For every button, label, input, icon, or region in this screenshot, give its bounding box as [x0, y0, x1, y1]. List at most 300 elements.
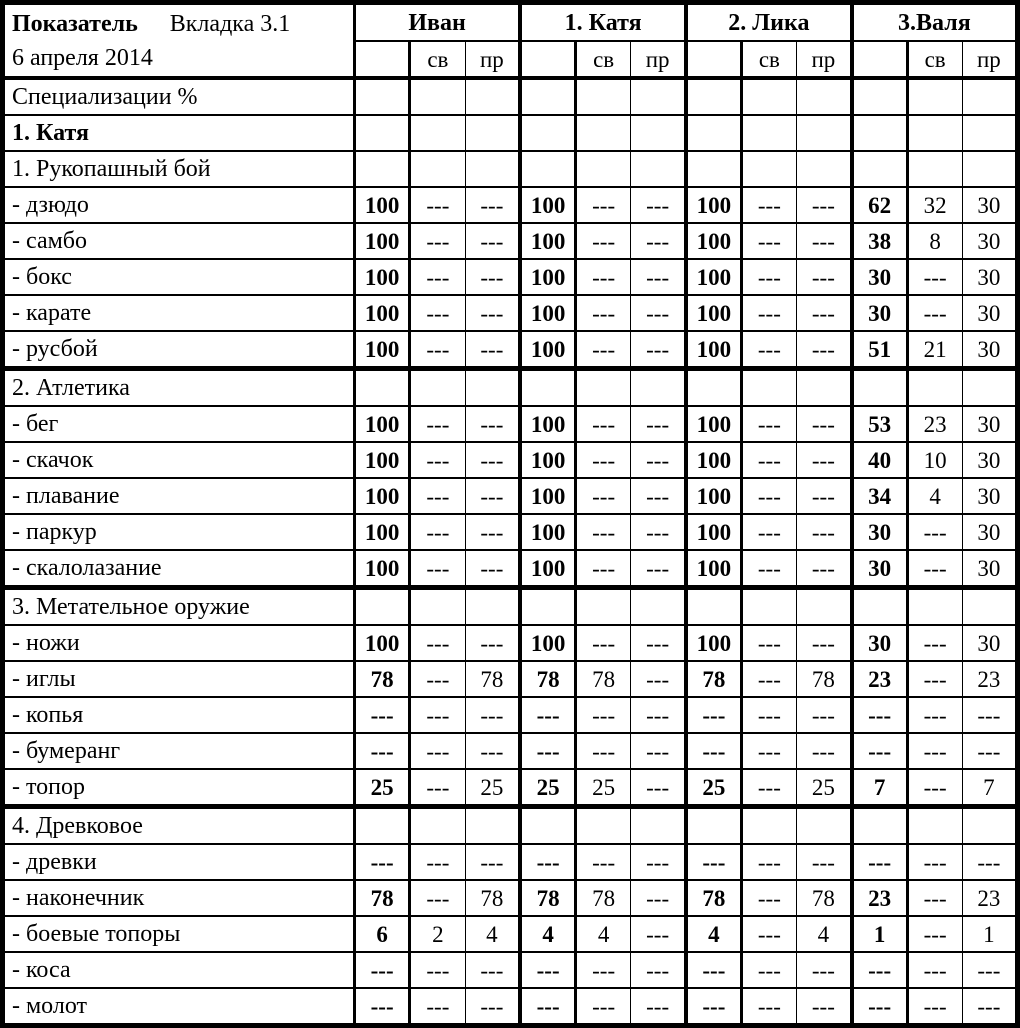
value-cell-sv: --- — [576, 331, 631, 369]
value-cell-value: 30 — [852, 259, 907, 295]
value-cell-sv: --- — [907, 550, 962, 588]
value-cell-sv: --- — [410, 952, 465, 988]
value-cell-sv: --- — [410, 514, 465, 550]
value-cell-sv: 4 — [907, 478, 962, 514]
row-label: - наконечник — [3, 880, 355, 916]
value-cell-pr: 23 — [962, 661, 1017, 697]
value-cell-value: 78 — [355, 880, 410, 916]
value-cell-sv — [576, 115, 631, 151]
row-label: - ножи — [3, 625, 355, 661]
row-label: - коса — [3, 952, 355, 988]
value-cell-sv: --- — [907, 625, 962, 661]
value-cell-sv: --- — [576, 697, 631, 733]
subcol-header-value — [520, 41, 575, 78]
row-label: - паркур — [3, 514, 355, 550]
value-cell-value: --- — [686, 844, 741, 880]
value-cell-value: 23 — [852, 880, 907, 916]
value-cell-pr: --- — [797, 550, 852, 588]
value-cell-sv: --- — [907, 259, 962, 295]
value-cell-pr: --- — [631, 259, 686, 295]
person-header-katya: 1. Катя — [520, 3, 686, 42]
value-cell-sv: --- — [576, 259, 631, 295]
value-cell-pr: --- — [465, 442, 520, 478]
value-cell-value: --- — [520, 988, 575, 1026]
table-row — [3, 550, 1018, 588]
value-cell-value: --- — [686, 988, 741, 1026]
table-row — [3, 514, 1018, 550]
value-cell-sv: --- — [410, 442, 465, 478]
value-cell-pr — [465, 151, 520, 187]
value-cell-pr: --- — [797, 844, 852, 880]
value-cell-value: --- — [355, 844, 410, 880]
value-cell-pr: --- — [465, 478, 520, 514]
value-cell-sv: --- — [907, 916, 962, 952]
value-cell-pr — [962, 807, 1017, 845]
value-cell-sv — [741, 369, 796, 407]
value-cell-sv: --- — [576, 952, 631, 988]
row-label: - молот — [3, 988, 355, 1026]
value-cell-sv: --- — [741, 844, 796, 880]
value-cell-value: 100 — [520, 295, 575, 331]
value-cell-pr: --- — [797, 442, 852, 478]
subcol-header-sv: св — [741, 41, 796, 78]
value-cell-value: --- — [520, 952, 575, 988]
value-cell-sv: --- — [576, 844, 631, 880]
value-cell-pr: 25 — [465, 769, 520, 807]
value-cell-sv: --- — [907, 697, 962, 733]
value-cell-sv — [410, 78, 465, 115]
person-header-lika: 2. Лика — [686, 3, 852, 42]
row-label: - боевые топоры — [3, 916, 355, 952]
subcol-header-pr: пр — [797, 41, 852, 78]
value-cell-sv: --- — [907, 661, 962, 697]
value-cell-sv: --- — [741, 661, 796, 697]
value-cell-sv: --- — [907, 295, 962, 331]
table-row — [3, 988, 1018, 1026]
row-label: - карате — [3, 295, 355, 331]
value-cell-pr: --- — [962, 697, 1017, 733]
value-cell-value: 100 — [520, 406, 575, 442]
value-cell-pr: 30 — [962, 478, 1017, 514]
row-label: - скачок — [3, 442, 355, 478]
value-cell-pr — [631, 151, 686, 187]
value-cell-value: 100 — [355, 478, 410, 514]
table-row — [3, 733, 1018, 769]
value-cell-value: 100 — [686, 514, 741, 550]
value-cell-sv: --- — [741, 916, 796, 952]
value-cell-sv: --- — [741, 769, 796, 807]
value-cell-sv: --- — [907, 880, 962, 916]
value-cell-value: 30 — [852, 514, 907, 550]
value-cell-pr: --- — [465, 514, 520, 550]
value-cell-sv: --- — [576, 988, 631, 1026]
subcol-header-sv: св — [410, 41, 465, 78]
header-label-cell — [3, 3, 355, 79]
subcol-header-value — [355, 41, 410, 78]
value-cell-value — [686, 78, 741, 115]
value-cell-value — [520, 588, 575, 626]
value-cell-sv: --- — [741, 223, 796, 259]
value-cell-value: 100 — [355, 331, 410, 369]
row-label: 1. Рукопашный бой — [3, 151, 355, 187]
table-row — [3, 259, 1018, 295]
value-cell-pr: --- — [631, 406, 686, 442]
value-cell-sv — [741, 78, 796, 115]
value-cell-value: 100 — [520, 187, 575, 223]
table-row — [3, 151, 1018, 187]
value-cell-sv — [576, 151, 631, 187]
value-cell-value — [520, 369, 575, 407]
value-cell-pr — [962, 369, 1017, 407]
value-cell-pr: --- — [465, 844, 520, 880]
value-cell-value: 100 — [686, 259, 741, 295]
value-cell-pr — [797, 78, 852, 115]
value-cell-pr — [962, 115, 1017, 151]
value-cell-pr: --- — [962, 844, 1017, 880]
value-cell-pr: 4 — [797, 916, 852, 952]
value-cell-sv: --- — [576, 223, 631, 259]
value-cell-sv — [907, 369, 962, 407]
subcol-header-value — [686, 41, 741, 78]
value-cell-sv — [907, 807, 962, 845]
value-cell-pr: 30 — [962, 514, 1017, 550]
value-cell-value: 100 — [355, 223, 410, 259]
row-label: 4. Древковое — [3, 807, 355, 845]
value-cell-pr: 78 — [797, 880, 852, 916]
table-row — [3, 115, 1018, 151]
value-cell-sv — [907, 78, 962, 115]
value-cell-value — [355, 115, 410, 151]
value-cell-pr — [797, 151, 852, 187]
subcol-header-sv: св — [907, 41, 962, 78]
value-cell-sv — [907, 151, 962, 187]
value-cell-sv: --- — [576, 550, 631, 588]
value-cell-pr: --- — [797, 295, 852, 331]
value-cell-pr: --- — [631, 295, 686, 331]
value-cell-pr: --- — [465, 550, 520, 588]
value-cell-pr — [465, 78, 520, 115]
value-cell-sv: --- — [576, 442, 631, 478]
value-cell-value: 30 — [852, 295, 907, 331]
value-cell-pr: --- — [465, 259, 520, 295]
value-cell-pr: 78 — [465, 880, 520, 916]
person-header-ivan: Иван — [355, 3, 521, 42]
value-cell-sv: 2 — [410, 916, 465, 952]
value-cell-pr — [797, 115, 852, 151]
value-cell-sv — [576, 807, 631, 845]
value-cell-value — [355, 807, 410, 845]
value-cell-pr — [631, 78, 686, 115]
value-cell-value: 100 — [520, 550, 575, 588]
value-cell-sv: --- — [741, 733, 796, 769]
value-cell-pr: --- — [962, 733, 1017, 769]
value-cell-sv: 4 — [576, 916, 631, 952]
value-cell-value: 78 — [686, 661, 741, 697]
value-cell-pr: 30 — [962, 550, 1017, 588]
value-cell-pr: --- — [797, 259, 852, 295]
value-cell-pr: --- — [631, 880, 686, 916]
row-label: - скалолазание — [3, 550, 355, 588]
value-cell-pr: --- — [631, 733, 686, 769]
value-cell-pr — [631, 588, 686, 626]
value-cell-pr: 30 — [962, 223, 1017, 259]
value-cell-sv: --- — [410, 769, 465, 807]
value-cell-value: --- — [355, 697, 410, 733]
value-cell-pr: --- — [465, 625, 520, 661]
value-cell-pr — [465, 115, 520, 151]
table-row — [3, 442, 1018, 478]
value-cell-pr: --- — [631, 187, 686, 223]
value-cell-sv — [410, 807, 465, 845]
value-cell-value: --- — [686, 952, 741, 988]
value-cell-value: 7 — [852, 769, 907, 807]
value-cell-sv: --- — [907, 769, 962, 807]
table-row — [3, 588, 1018, 626]
value-cell-sv: --- — [410, 988, 465, 1026]
table-row — [3, 916, 1018, 952]
value-cell-sv: --- — [410, 223, 465, 259]
value-cell-value — [520, 115, 575, 151]
row-label: 3. Метательное оружие — [3, 588, 355, 626]
row-label: - русбой — [3, 331, 355, 369]
value-cell-value — [520, 78, 575, 115]
value-cell-pr — [962, 151, 1017, 187]
value-cell-value — [355, 78, 410, 115]
value-cell-value: 6 — [355, 916, 410, 952]
subcol-header-value — [852, 41, 907, 78]
table-row — [3, 807, 1018, 845]
value-cell-pr: --- — [631, 988, 686, 1026]
value-cell-value: 4 — [520, 916, 575, 952]
value-cell-pr: --- — [797, 406, 852, 442]
value-cell-value: 100 — [355, 295, 410, 331]
value-cell-pr — [631, 807, 686, 845]
value-cell-sv — [907, 115, 962, 151]
value-cell-sv: --- — [907, 952, 962, 988]
value-cell-sv: --- — [741, 988, 796, 1026]
value-cell-value: 100 — [520, 625, 575, 661]
value-cell-pr — [465, 807, 520, 845]
value-cell-value — [686, 115, 741, 151]
value-cell-pr: 7 — [962, 769, 1017, 807]
subcol-header-sv: св — [576, 41, 631, 78]
value-cell-value: 100 — [686, 478, 741, 514]
value-cell-value: 100 — [686, 223, 741, 259]
value-cell-sv: 21 — [907, 331, 962, 369]
value-cell-value: --- — [355, 733, 410, 769]
value-cell-value: --- — [520, 844, 575, 880]
value-cell-pr: 1 — [962, 916, 1017, 952]
value-cell-sv: 78 — [576, 880, 631, 916]
row-label: 2. Атлетика — [3, 369, 355, 407]
value-cell-pr — [797, 807, 852, 845]
table-row — [3, 478, 1018, 514]
value-cell-value: 100 — [686, 550, 741, 588]
value-cell-value: --- — [852, 733, 907, 769]
row-label: - топор — [3, 769, 355, 807]
value-cell-value: 100 — [686, 295, 741, 331]
row-label: Специализации % — [3, 78, 355, 115]
table-row — [3, 697, 1018, 733]
value-cell-pr — [465, 588, 520, 626]
value-cell-value: 38 — [852, 223, 907, 259]
value-cell-pr: --- — [797, 478, 852, 514]
value-cell-sv: --- — [410, 697, 465, 733]
value-cell-sv: --- — [741, 259, 796, 295]
value-cell-pr: 25 — [797, 769, 852, 807]
value-cell-value: 100 — [686, 331, 741, 369]
value-cell-sv: --- — [410, 478, 465, 514]
value-cell-sv: 8 — [907, 223, 962, 259]
value-cell-pr: --- — [631, 769, 686, 807]
value-cell-pr: --- — [797, 187, 852, 223]
value-cell-pr: --- — [631, 697, 686, 733]
row-label: 1. Катя — [3, 115, 355, 151]
value-cell-value: 23 — [852, 661, 907, 697]
row-label: - бумеранг — [3, 733, 355, 769]
row-label: - бокс — [3, 259, 355, 295]
header-row-groups — [3, 3, 1018, 42]
value-cell-sv: --- — [410, 406, 465, 442]
value-cell-value: 100 — [355, 550, 410, 588]
table-row — [3, 369, 1018, 407]
value-cell-sv — [410, 151, 465, 187]
value-cell-value: 25 — [520, 769, 575, 807]
value-cell-value: 100 — [686, 625, 741, 661]
value-cell-value — [852, 807, 907, 845]
table-row — [3, 661, 1018, 697]
value-cell-sv: --- — [410, 259, 465, 295]
value-cell-pr: --- — [631, 331, 686, 369]
value-cell-pr — [465, 369, 520, 407]
value-cell-pr: --- — [465, 223, 520, 259]
value-cell-value — [686, 807, 741, 845]
value-cell-sv: --- — [576, 733, 631, 769]
value-cell-pr: 4 — [465, 916, 520, 952]
value-cell-pr: --- — [631, 952, 686, 988]
value-cell-pr: 30 — [962, 406, 1017, 442]
value-cell-pr: --- — [797, 733, 852, 769]
value-cell-sv: --- — [741, 880, 796, 916]
table-row — [3, 406, 1018, 442]
value-cell-pr: --- — [797, 952, 852, 988]
value-cell-pr: --- — [797, 223, 852, 259]
value-cell-pr: --- — [465, 988, 520, 1026]
value-cell-sv: 10 — [907, 442, 962, 478]
header-line-1 — [12, 7, 353, 41]
value-cell-value — [686, 369, 741, 407]
value-cell-sv: --- — [410, 331, 465, 369]
table-row — [3, 625, 1018, 661]
value-cell-sv: --- — [741, 514, 796, 550]
value-cell-value: 78 — [355, 661, 410, 697]
value-cell-sv: 32 — [907, 187, 962, 223]
value-cell-sv: --- — [410, 550, 465, 588]
value-cell-pr — [962, 588, 1017, 626]
value-cell-sv: --- — [410, 733, 465, 769]
value-cell-sv: --- — [576, 625, 631, 661]
value-cell-sv: --- — [741, 442, 796, 478]
value-cell-sv: 23 — [907, 406, 962, 442]
value-cell-pr: --- — [631, 625, 686, 661]
value-cell-value: 34 — [852, 478, 907, 514]
row-label: - дзюдо — [3, 187, 355, 223]
value-cell-sv: --- — [410, 187, 465, 223]
value-cell-pr: --- — [631, 478, 686, 514]
value-cell-value — [686, 588, 741, 626]
value-cell-pr: --- — [631, 550, 686, 588]
value-cell-value: 100 — [355, 442, 410, 478]
value-cell-value: 100 — [686, 442, 741, 478]
subcol-header-pr: пр — [631, 41, 686, 78]
value-cell-value: 51 — [852, 331, 907, 369]
value-cell-pr: 78 — [797, 661, 852, 697]
value-cell-sv: --- — [741, 952, 796, 988]
table-row — [3, 223, 1018, 259]
value-cell-value: --- — [852, 697, 907, 733]
value-cell-sv: --- — [741, 697, 796, 733]
value-cell-value: 30 — [852, 550, 907, 588]
subcol-header-pr: пр — [465, 41, 520, 78]
value-cell-value: 100 — [355, 514, 410, 550]
table-row — [3, 331, 1018, 369]
value-cell-value: 53 — [852, 406, 907, 442]
value-cell-pr: 30 — [962, 442, 1017, 478]
table-row — [3, 295, 1018, 331]
value-cell-pr: --- — [962, 988, 1017, 1026]
value-cell-sv — [576, 78, 631, 115]
value-cell-sv: --- — [410, 295, 465, 331]
value-cell-value: --- — [355, 952, 410, 988]
value-cell-sv: --- — [741, 406, 796, 442]
value-cell-pr: --- — [797, 697, 852, 733]
value-cell-value: 100 — [520, 478, 575, 514]
value-cell-value — [852, 78, 907, 115]
value-cell-value — [852, 115, 907, 151]
value-cell-sv: --- — [410, 661, 465, 697]
value-cell-value: --- — [520, 697, 575, 733]
value-cell-pr — [962, 78, 1017, 115]
value-cell-sv: --- — [907, 514, 962, 550]
value-cell-pr: --- — [465, 295, 520, 331]
value-cell-sv — [741, 807, 796, 845]
value-cell-pr: 30 — [962, 187, 1017, 223]
value-cell-sv: --- — [410, 880, 465, 916]
value-cell-sv: --- — [576, 514, 631, 550]
value-cell-sv: 25 — [576, 769, 631, 807]
value-cell-sv: --- — [741, 625, 796, 661]
value-cell-pr: --- — [465, 187, 520, 223]
value-cell-value: 100 — [355, 406, 410, 442]
value-cell-value — [852, 151, 907, 187]
row-label: - копья — [3, 697, 355, 733]
value-cell-value: --- — [686, 733, 741, 769]
value-cell-value: 100 — [520, 331, 575, 369]
value-cell-value: 78 — [686, 880, 741, 916]
value-cell-sv: --- — [741, 478, 796, 514]
value-cell-pr: 30 — [962, 295, 1017, 331]
value-cell-value — [686, 151, 741, 187]
value-cell-value — [355, 369, 410, 407]
indicator-title: Показатель — [12, 10, 138, 37]
row-label: - плавание — [3, 478, 355, 514]
value-cell-value: 100 — [355, 625, 410, 661]
value-cell-pr: --- — [797, 988, 852, 1026]
value-cell-value: 1 — [852, 916, 907, 952]
value-cell-sv: --- — [741, 331, 796, 369]
value-cell-value: 25 — [355, 769, 410, 807]
value-cell-pr: --- — [631, 916, 686, 952]
